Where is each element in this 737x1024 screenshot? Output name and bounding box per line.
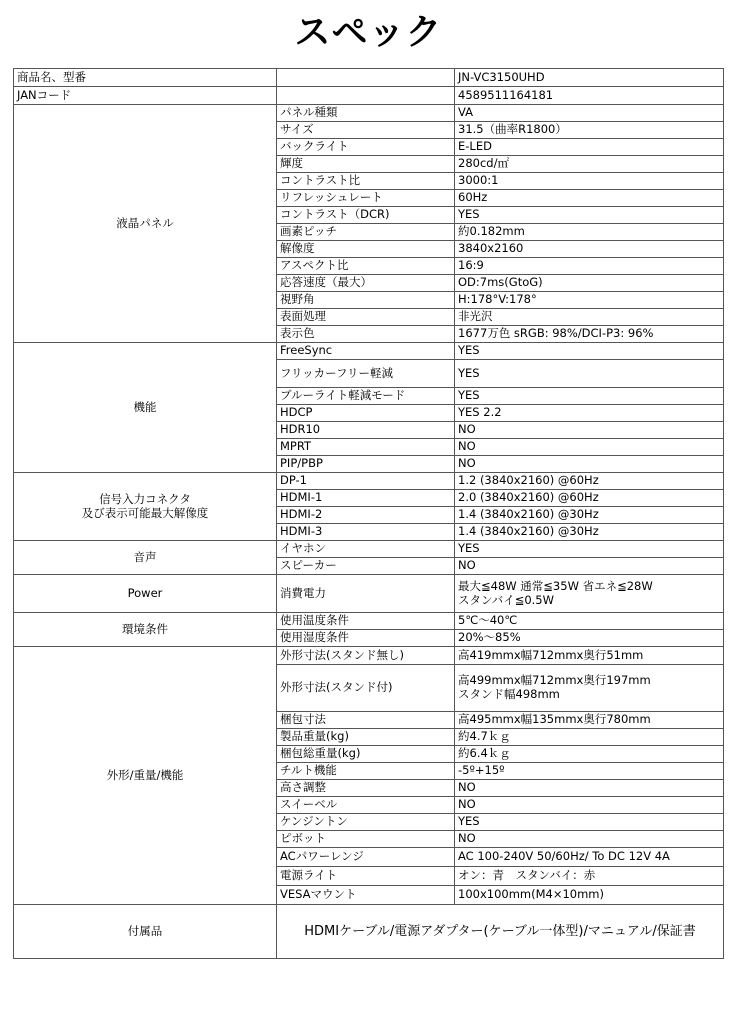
spec-label: パネル種類 [277, 105, 455, 122]
value-line: 高499mmx幅712mmx奥行197mm [458, 673, 651, 688]
spec-value: NO [455, 831, 724, 848]
spec-value: 16:9 [455, 258, 724, 275]
accessories-value: HDMIケーブル/電源アダプター(ケーブル一体型)/マニュアル/保証書 [277, 905, 724, 959]
spec-value: 31.5（曲率R1800） [455, 122, 724, 139]
table-row [14, 905, 724, 959]
spec-value: YES 2.2 [455, 405, 724, 422]
value-line: 最大≦48W 通常≦35W 省エネ≦28W [458, 578, 653, 593]
spec-label: 梱包総重量(kg) [277, 746, 455, 763]
spec-value: 3840x2160 [455, 241, 724, 258]
spec-label: リフレッシュレート [277, 190, 455, 207]
spec-label: HDMI-2 [277, 507, 455, 524]
spec-label: DP-1 [277, 473, 455, 490]
spec-value: 100x100mm(M4×10mm) [455, 886, 724, 905]
spec-label: HDR10 [277, 422, 455, 439]
spec-value: 約4.7ｋｇ [455, 729, 724, 746]
table-row [14, 613, 724, 630]
spec-label: アスペクト比 [277, 258, 455, 275]
category-lcd-panel: 液晶パネル [14, 105, 277, 343]
spec-value: -5º+15º [455, 763, 724, 780]
spec-label: 外形寸法(スタンド無し) [277, 647, 455, 665]
spec-value: 1677万色 sRGB: 98%/DCI-P3: 96% [455, 326, 724, 343]
jan-code-label: JANコード [14, 87, 277, 105]
spec-value: 60Hz [455, 190, 724, 207]
page-title: スペック [294, 12, 443, 53]
category-environment: 環境条件 [14, 613, 277, 647]
spec-value: 約6.4ｋｇ [455, 746, 724, 763]
spec-label: MPRT [277, 439, 455, 456]
spec-value: オン：青 スタンバイ：赤 [455, 867, 724, 886]
spec-label: ケンジントン [277, 814, 455, 831]
category-accessories: 付属品 [14, 905, 277, 959]
spec-label: 外形寸法(スタンド付) [277, 665, 455, 712]
category-signal-input [14, 473, 277, 541]
spec-value: E-LED [455, 139, 724, 156]
category-audio: 音声 [14, 541, 277, 575]
spec-value: NO [455, 422, 724, 439]
jan-code-spacer [277, 87, 455, 105]
spec-label: ACパワーレンジ [277, 848, 455, 867]
spec-label: 消費電力 [277, 575, 455, 613]
spec-label: バックライト [277, 139, 455, 156]
spec-label: 製品重量(kg) [277, 729, 455, 746]
spec-value: 1.2 (3840x2160) @60Hz [455, 473, 724, 490]
table-row [14, 541, 724, 558]
spec-label: 電源ライト [277, 867, 455, 886]
spec-value: NO [455, 439, 724, 456]
spec-value: 20%～85% [455, 630, 724, 647]
spec-value: YES [455, 541, 724, 558]
spec-label: HDMI-3 [277, 524, 455, 541]
table-row [14, 473, 724, 490]
spec-label: コントラスト（DCR) [277, 207, 455, 224]
product-name-label: 商品名、型番 [14, 69, 277, 87]
spec-label: フリッカーフリー軽減 [277, 360, 455, 388]
spec-label: 画素ピッチ [277, 224, 455, 241]
spec-value: YES [455, 814, 724, 831]
spec-label: スイーベル [277, 797, 455, 814]
spec-label: 高さ調整 [277, 780, 455, 797]
spec-label: HDMI-1 [277, 490, 455, 507]
spec-label: ブルーライト軽減モード [277, 388, 455, 405]
spec-label: ピボット [277, 831, 455, 848]
spec-label: コントラスト比 [277, 173, 455, 190]
category-dimensions: 外形/重量/機能 [14, 647, 277, 905]
spec-value: 1.4 (3840x2160) @30Hz [455, 507, 724, 524]
spec-value: 1.4 (3840x2160) @30Hz [455, 524, 724, 541]
spec-label: 輝度 [277, 156, 455, 173]
spec-value: YES [455, 343, 724, 360]
spec-value: H:178°V:178° [455, 292, 724, 309]
category-line: 信号入力コネクタ [99, 491, 191, 506]
spec-value: NO [455, 797, 724, 814]
spec-label: HDCP [277, 405, 455, 422]
table-row [14, 87, 724, 105]
spec-label: 表面処理 [277, 309, 455, 326]
spec-value: YES [455, 207, 724, 224]
product-name-value: JN-VC3150UHD [455, 69, 724, 87]
spec-value: NO [455, 456, 724, 473]
category-features: 機能 [14, 343, 277, 473]
table-row [14, 105, 724, 122]
value-line: スタンド幅498mm [458, 687, 560, 701]
spec-value: AC 100-240V 50/60Hz/ To DC 12V 4A [455, 848, 724, 867]
product-name-spacer [277, 69, 455, 87]
spec-value [455, 575, 724, 613]
spec-value: 高419mmx幅712mmx奥行51mm [455, 647, 724, 665]
spec-value: YES [455, 360, 724, 388]
spec-value: 約0.182mm [455, 224, 724, 241]
spec-value: OD:7ms(GtoG) [455, 275, 724, 292]
spec-label: サイズ [277, 122, 455, 139]
spec-label: 梱包寸法 [277, 712, 455, 729]
spec-label: 応答速度（最大） [277, 275, 455, 292]
spec-value [455, 665, 724, 712]
spec-label: 表示色 [277, 326, 455, 343]
spec-value: 3000:1 [455, 173, 724, 190]
spec-table [13, 68, 724, 959]
spec-value: VA [455, 105, 724, 122]
jan-code-value: 4589511164181 [455, 87, 724, 105]
table-row [14, 647, 724, 665]
spec-value: NO [455, 780, 724, 797]
spec-value: 280cd/㎡ [455, 156, 724, 173]
value-line: スタンバイ≦0.5W [458, 592, 554, 607]
spec-value: 2.0 (3840x2160) @60Hz [455, 490, 724, 507]
spec-label: チルト機能 [277, 763, 455, 780]
category-line: 及び表示可能最大解像度 [81, 505, 209, 520]
spec-label: スピーカー [277, 558, 455, 575]
spec-label: 解像度 [277, 241, 455, 258]
table-row [14, 343, 724, 360]
spec-value: YES [455, 388, 724, 405]
spec-value: 5℃～40℃ [455, 613, 724, 630]
table-row [14, 575, 724, 613]
spec-label: FreeSync [277, 343, 455, 360]
spec-label: 使用湿度条件 [277, 630, 455, 647]
spec-value: 高495mmx幅135mmx奥行780mm [455, 712, 724, 729]
spec-label: PIP/PBP [277, 456, 455, 473]
spec-label: 使用温度条件 [277, 613, 455, 630]
spec-value: NO [455, 558, 724, 575]
spec-label: イヤホン [277, 541, 455, 558]
spec-value: 非光沢 [455, 309, 724, 326]
spec-label: VESAマウント [277, 886, 455, 905]
table-row [14, 69, 724, 87]
category-power: Power [14, 575, 277, 613]
spec-label: 視野角 [277, 292, 455, 309]
